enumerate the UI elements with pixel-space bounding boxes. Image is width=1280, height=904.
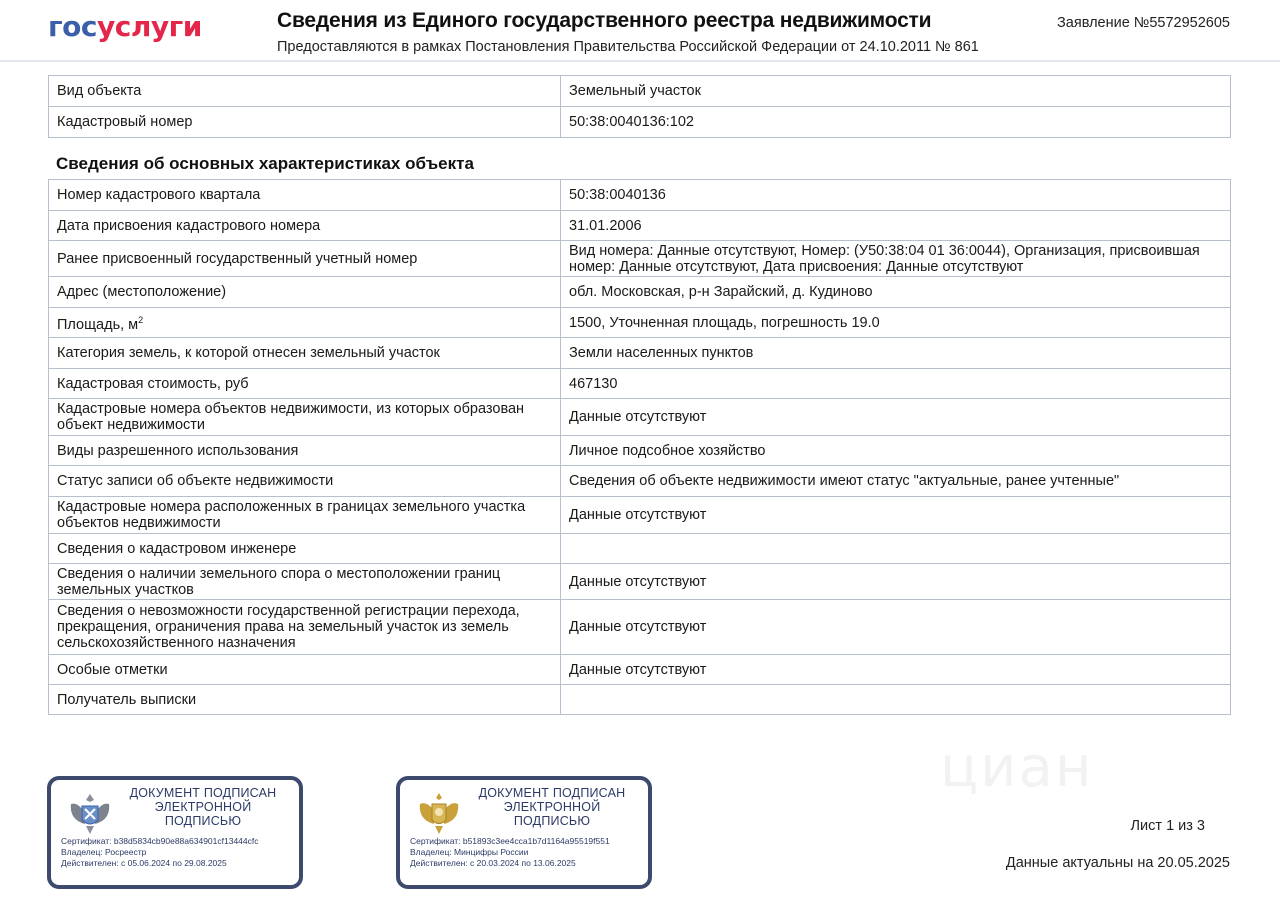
russian-coat-of-arms-icon (416, 790, 462, 838)
row-label: Виды разрешенного использования (49, 436, 561, 466)
gosuslugi-logo (48, 10, 202, 44)
row-label: Адрес (местоположение) (49, 277, 561, 308)
validity-text: Действителен: с 05.06.2024 по 29.08.2025 (61, 858, 227, 868)
row-label: Номер кадастрового квартала (49, 180, 561, 211)
row-value: Данные отсутствуют (561, 655, 1231, 685)
label-text: Площадь, м (57, 316, 139, 333)
table-row (49, 308, 1231, 338)
stamp-title: ДОКУМЕНТ ПОДПИСАН ЭЛЕКТРОННОЙ ПОДПИСЬЮ (129, 786, 277, 828)
page-counter: Лист 1 из 3 (1130, 818, 1205, 834)
data-actual-date: Данные актуальны на 20.05.2025 (1005, 855, 1230, 871)
table-row (49, 685, 1231, 715)
table-row (49, 338, 1231, 369)
logo-text-gos: гос (48, 10, 97, 43)
characteristics-table (48, 179, 1231, 715)
table-row (49, 180, 1231, 211)
row-label: Дата присвоения кадастрового номера (49, 211, 561, 241)
owner-text: Владелец: Минцифры России (410, 847, 529, 857)
validity-text: Действителен: с 20.03.2024 по 13.06.2025 (410, 858, 576, 868)
object-table (48, 75, 1231, 138)
stamp-info (61, 836, 258, 869)
table-row (49, 534, 1231, 564)
table-row (49, 564, 1231, 600)
row-value: Данные отсутствуют (561, 600, 1231, 655)
certificate-text: Сертификат: b51893c3ee4cca1b7d1164a95519f551 (410, 836, 610, 846)
row-label: Ранее присвоенный государственный учетный номер (49, 241, 561, 277)
row-value: Данные отсутствуют (561, 564, 1231, 600)
row-label: Вид объекта (49, 76, 561, 107)
row-value-redacted (561, 534, 1231, 564)
row-value: 50:38:0040136:102 (561, 107, 1231, 138)
rosreestr-emblem-icon (67, 790, 113, 838)
table-row (49, 211, 1231, 241)
table-row (49, 76, 1231, 107)
table-row (49, 399, 1231, 436)
row-value: Данные отсутствуют (561, 497, 1231, 534)
row-value: 467130 (561, 369, 1231, 399)
table-row (49, 466, 1231, 497)
logo-text-uslugi: услуги (96, 10, 202, 43)
row-label: Получатель выписки (49, 685, 561, 715)
table-row (49, 497, 1231, 534)
row-label: Кадастровый номер (49, 107, 561, 138)
signature-stamp-rosreestr (47, 776, 303, 889)
document-header (0, 0, 1280, 62)
table-row (49, 655, 1231, 685)
table-row (49, 107, 1231, 138)
row-label (49, 308, 561, 338)
stamp-title: ДОКУМЕНТ ПОДПИСАН ЭЛЕКТРОННОЙ ПОДПИСЬЮ (478, 786, 626, 828)
row-label: Категория земель, к которой отнесен земельный участок (49, 338, 561, 369)
row-label: Особые отметки (49, 655, 561, 685)
row-label: Кадастровые номера объектов недвижимости, из которых образован объект недвижимости (49, 399, 561, 436)
cian-watermark: циан (940, 735, 1094, 800)
document-subtitle: Предоставляются в рамках Постановления Правительства Российской Федерации от 24.10.2011 № 861 (277, 39, 979, 55)
row-value: Сведения об объекте недвижимости имеют статус "актуальные, ранее учтенные" (561, 466, 1231, 497)
row-value: обл. Московская, р-н Зарайский, д. Кудиново (561, 277, 1231, 308)
document-title: Сведения из Единого государственного реестра недвижимости (277, 9, 932, 32)
label-superscript: 2 (138, 315, 144, 326)
signature-stamp-mintsifry (396, 776, 652, 889)
row-label: Сведения о невозможности государственной регистрации перехода, прекращения, ограничения права на земельный участок из земель сельскохозяйственного назначения (49, 600, 561, 655)
row-label: Кадастровая стоимость, руб (49, 369, 561, 399)
row-value: Земли населенных пунктов (561, 338, 1231, 369)
application-number: Заявление №5572952605 (1057, 15, 1230, 31)
row-label: Статус записи об объекте недвижимости (49, 466, 561, 497)
row-value: Земельный участок (561, 76, 1231, 107)
table-row (49, 369, 1231, 399)
table-row (49, 277, 1231, 308)
row-value: 50:38:0040136 (561, 180, 1231, 211)
certificate-text: Сертификат: b38d5834cb90e88a634901cf13444cfc (61, 836, 259, 846)
row-value: Вид номера: Данные отсутствуют, Номер: (У50:38:04 01 36:0044), Организация, присвоившая номер: Данные отсутствуют, Дата присвоения: Данные отсутствуют (561, 241, 1231, 277)
row-value: 1500, Уточненная площадь, погрешность 19.0 (561, 308, 1231, 338)
row-label: Сведения о кадастровом инженере (49, 534, 561, 564)
owner-text: Владелец: Росреестр (61, 847, 147, 857)
stamp-info (410, 836, 610, 869)
row-value-redacted (561, 685, 1231, 715)
row-value: Данные отсутствуют (561, 399, 1231, 436)
row-label: Сведения о наличии земельного спора о местоположении границ земельных участков (49, 564, 561, 600)
section-title: Сведения об основных характеристиках объекта (56, 154, 474, 173)
table-row (49, 241, 1231, 277)
row-value: 31.01.2006 (561, 211, 1231, 241)
row-label: Кадастровые номера расположенных в границах земельного участка объектов недвижимости (49, 497, 561, 534)
row-value: Личное подсобное хозяйство (561, 436, 1231, 466)
table-row (49, 600, 1231, 655)
table-row (49, 436, 1231, 466)
